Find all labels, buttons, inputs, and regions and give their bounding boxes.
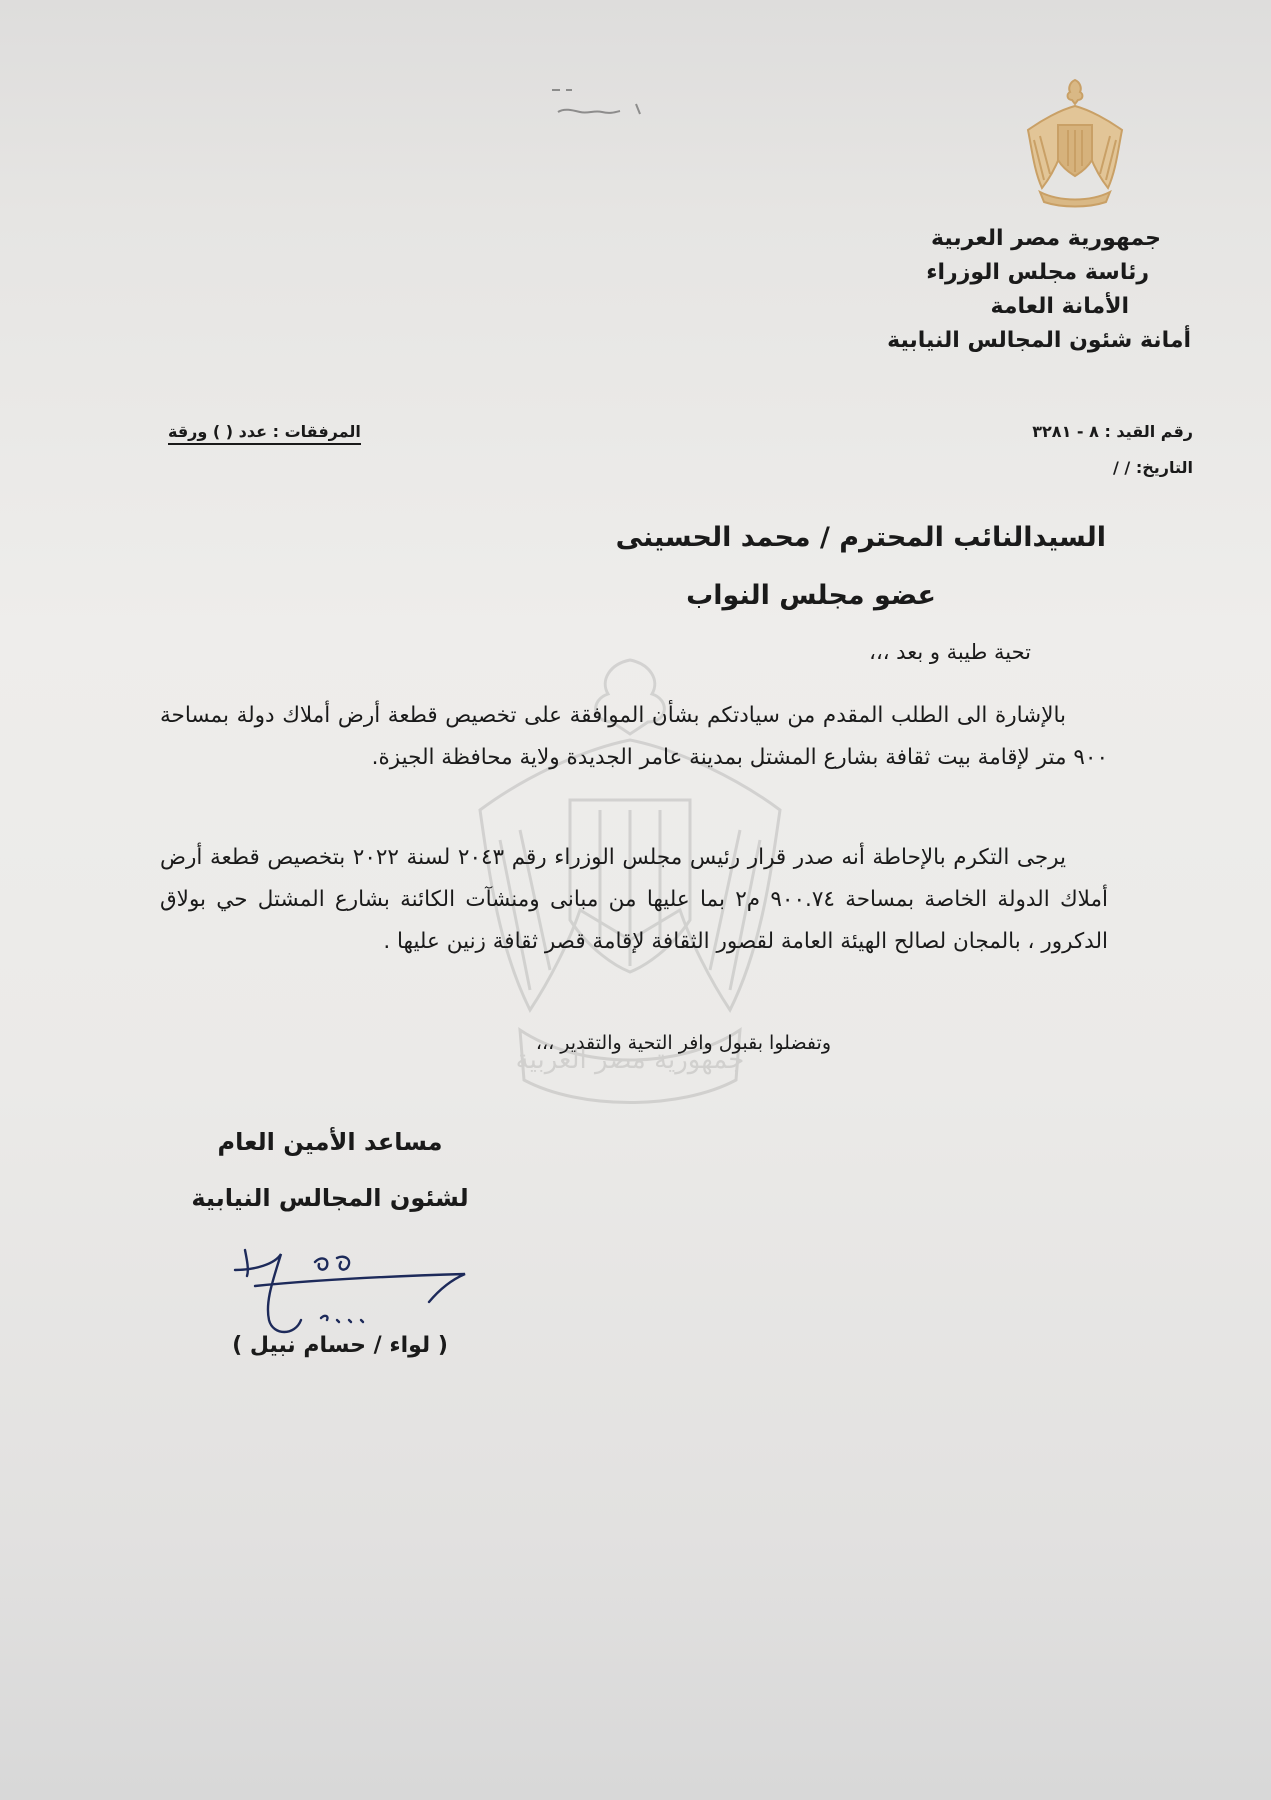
signatory-name: ( لواء / حسام نبيل )	[232, 1333, 448, 1358]
greeting: تحية طيبة و بعد ،،،	[869, 640, 1031, 664]
header-secretariat: الأمانة العامة	[990, 294, 1129, 319]
header-department: أمانة شئون المجالس النيابية	[887, 328, 1191, 353]
letterhead	[887, 222, 1191, 358]
signatory-title-2: لشئون المجالس النيابية	[191, 1184, 469, 1212]
attachments-line: المرفقات : عدد ( ) ورقة	[168, 422, 361, 445]
closing-line: وتفضلوا بقبول وافر التحية والتقدير ،،،	[535, 1032, 831, 1054]
header-cabinet: رئاسة مجلس الوزراء	[926, 260, 1149, 285]
header-republic: جمهورية مصر العربية	[931, 226, 1161, 251]
body-paragraph-2: يرجى التكرم بالإحاطة أنه صدر قرار رئيس مجلس الوزراء رقم ٢٠٤٣ لسنة ٢٠٢٢ بتخصيص قطعة أرض أملاك الدولة الخاصة بمساحة ٩٠٠.٧٤ م٢ بما عليها من مبانى ومنشآت الكائنة بشارع المشتل حي بولاق الدكرور ، بالمجان لصالح الهيئة العامة لقصور الثقافة لإقامة قصر ثقافة زنين عليها .	[160, 845, 1108, 954]
watermark-text: جمهورية مصر العربية	[515, 1045, 745, 1075]
date-line: التاريخ: / /	[1112, 458, 1193, 477]
stamp-mark-icon	[550, 82, 650, 122]
eagle-emblem-icon	[1020, 70, 1130, 210]
handwritten-signature-icon	[225, 1240, 495, 1340]
body-paragraph-1: بالإشارة الى الطلب المقدم من سيادتكم بشأن الموافقة على تخصيص قطعة أرض أملاك دولة بمساحة ٩٠٠ متر لإقامة بيت ثقافة بشارع المشتل بمدينة عامر الجديدة ولاية محافظة الجيزة.	[160, 703, 1108, 770]
recipient-title: عضو مجلس النواب	[686, 580, 936, 611]
reference-number: رقم القيد : ٨ - ٣٢٨١	[1032, 422, 1193, 441]
recipient-name: السيدالنائب المحترم / محمد الحسينى	[615, 522, 1106, 553]
signatory-title-1: مساعد الأمين العام	[217, 1128, 443, 1156]
